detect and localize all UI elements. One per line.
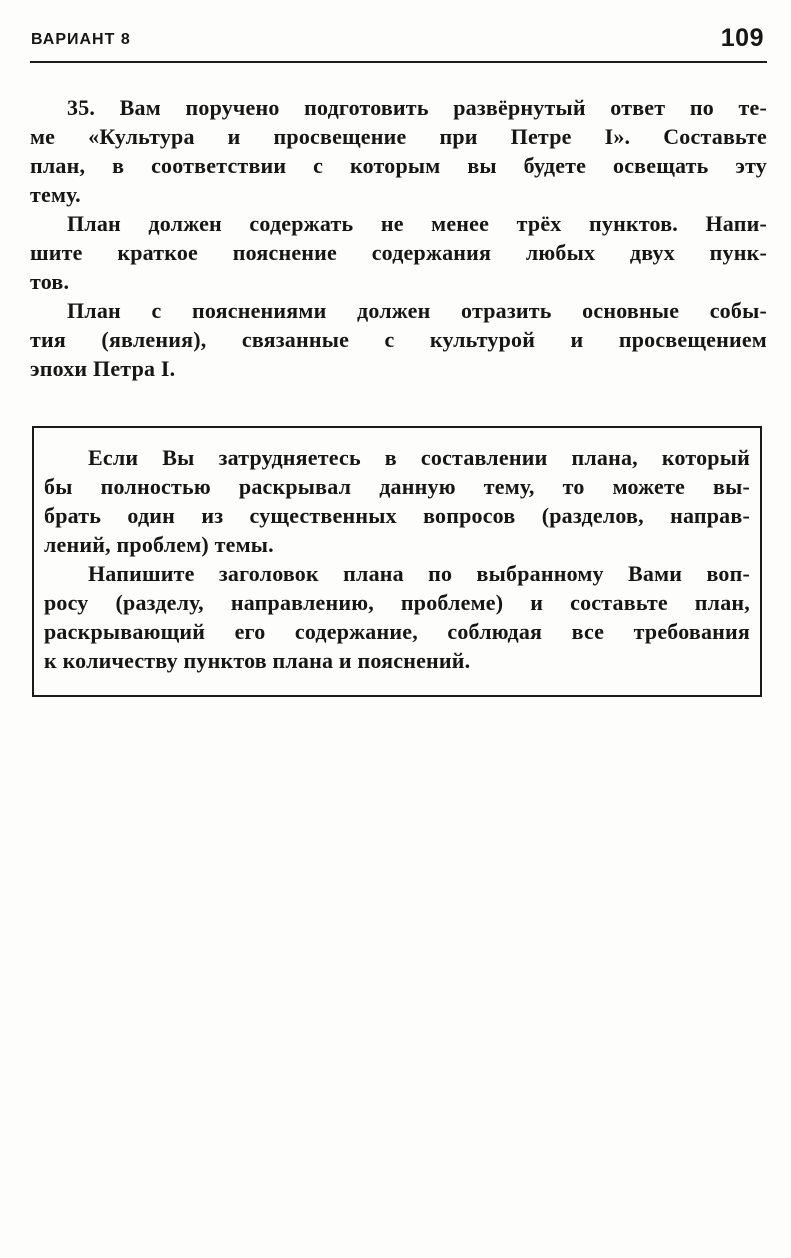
text-line: 35. Вам поручено подготовить развёрнутый ответ по те- xyxy=(67,95,767,120)
paragraph xyxy=(30,296,767,383)
text-line: план, в соответствии с которым вы будете освещать эту xyxy=(30,153,767,178)
text-line: росу (разделу, направлению, проблеме) и составьте план, xyxy=(44,590,750,615)
text-line: бы полностью раскрывал данную тему, то можете вы- xyxy=(44,474,750,499)
paragraph xyxy=(44,443,750,559)
task-text xyxy=(30,93,767,383)
hint-box xyxy=(32,426,762,697)
text-line: раскрывающий его содержание, соблюдая все требования xyxy=(44,619,750,644)
text-line: План с пояснениями должен отразить основные собы- xyxy=(67,298,767,323)
text-line: тему. xyxy=(30,182,81,207)
task-content xyxy=(30,93,767,697)
text-line: к количеству пунктов плана и пояснений. xyxy=(44,648,471,673)
text-line: лений, проблем) темы. xyxy=(44,532,274,557)
text-line: брать один из существенных вопросов (разделов, направ- xyxy=(44,503,750,528)
hint-box-text xyxy=(44,443,750,675)
text-line: План должен содержать не менее трёх пунктов. Напи- xyxy=(67,211,767,236)
paragraph xyxy=(30,93,767,209)
text-line: тов. xyxy=(30,269,70,294)
text-line: шите краткое пояснение содержания любых двух пунк- xyxy=(30,240,767,265)
text-line: тия (явления), связанные с культурой и просвещением xyxy=(30,327,767,352)
page-number: 109 xyxy=(720,24,764,52)
paragraph xyxy=(44,559,750,675)
variant-label: ВАРИАНТ 8 xyxy=(31,31,131,48)
paragraph xyxy=(30,209,767,296)
text-line: ме «Культура и просвещение при Петре I». Составьте xyxy=(30,124,767,149)
text-line: эпохи Петра I. xyxy=(30,356,176,381)
header-rule xyxy=(30,61,767,63)
text-line: Если Вы затрудняетесь в составлении плана, который xyxy=(88,445,750,470)
page-header xyxy=(31,26,764,51)
text-line: Напишите заголовок плана по выбранному Вами воп- xyxy=(88,561,750,586)
